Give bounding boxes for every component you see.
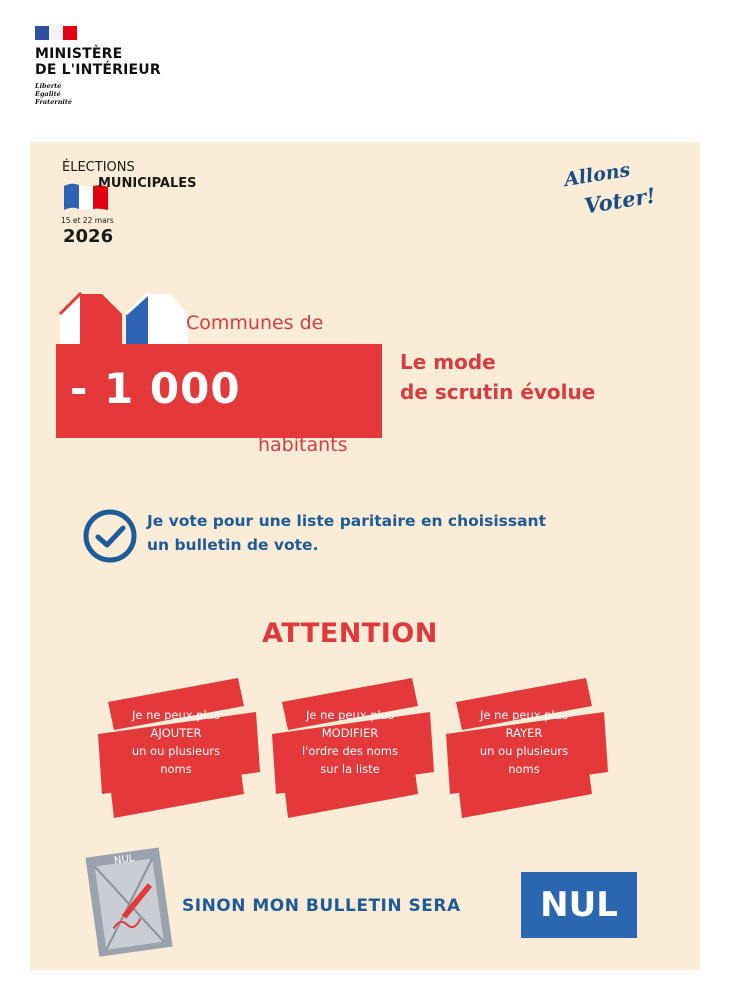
ribbon-line-1: Je ne peux plus <box>131 708 221 722</box>
election-year: 2026 <box>63 226 114 247</box>
election-dates: 15 et 22 mars <box>61 216 114 225</box>
ribbon-line-3: un ou plusieurs <box>479 744 569 758</box>
ribbon-line-4: sur la liste <box>320 762 380 776</box>
mode-scrutin-line-1: Le mode <box>400 350 496 374</box>
ribbon-line-1: Je ne peux plus <box>305 708 395 722</box>
ribbon-modifier <box>264 672 436 822</box>
ministry-line-2: DE L'INTÉRIEUR <box>35 62 161 78</box>
check-circle-icon <box>82 508 138 564</box>
communes-de-label: Communes de <box>186 312 324 334</box>
vote-statement-line-1: Je vote pour une liste paritaire en choisissant <box>147 512 546 530</box>
ribbon-line-3: un ou plusieurs <box>131 744 221 758</box>
ribbon-line-4: noms <box>508 762 540 776</box>
motto-liberte: Liberté <box>35 82 62 90</box>
allons-voter-slogan <box>556 160 664 238</box>
municipales-label: MUNICIPALES <box>98 176 197 191</box>
ribbon-line-2: MODIFIER <box>321 726 379 740</box>
motto-fraternite: Fraternité <box>35 98 73 106</box>
ministry-name <box>35 46 161 78</box>
slogan-line-1: Allons <box>562 158 632 192</box>
warning-text: SINON MON BULLETIN SERA <box>182 896 461 916</box>
ribbon-line-1: Je ne peux plus <box>479 708 569 722</box>
ribbon-line-3: l'ordre des noms <box>302 744 398 758</box>
nul-badge: NUL <box>521 872 637 938</box>
attention-title: ATTENTION <box>262 618 438 649</box>
election-poster <box>30 142 700 970</box>
ribbon-ajouter <box>90 672 262 822</box>
elections-label: ÉLECTIONS <box>62 160 135 175</box>
ribbon-line-2: AJOUTER <box>150 726 202 740</box>
ribbon-text <box>90 706 262 778</box>
habitants-label: habitants <box>258 434 348 456</box>
null-ballot-icon <box>80 842 180 960</box>
ribbon-text <box>438 706 610 778</box>
population-threshold: - 1 000 <box>70 364 241 413</box>
ribbon-line-4: noms <box>160 762 192 776</box>
slogan-line-2: Voter! <box>582 182 658 219</box>
ballot-label: NUL <box>113 853 136 867</box>
mode-scrutin-line-2: de scrutin évolue <box>400 380 596 404</box>
motto-egalite: Égalité <box>35 90 61 98</box>
marianne-flag-logo <box>35 26 77 40</box>
ribbon-text <box>264 706 436 778</box>
vote-statement-line-2: un bulletin de vote. <box>147 536 319 554</box>
ministry-line-1: MINISTÈRE <box>35 46 123 62</box>
ribbon-rayer <box>438 672 610 822</box>
ribbon-line-2: RAYER <box>505 726 543 740</box>
republic-motto <box>35 82 72 106</box>
